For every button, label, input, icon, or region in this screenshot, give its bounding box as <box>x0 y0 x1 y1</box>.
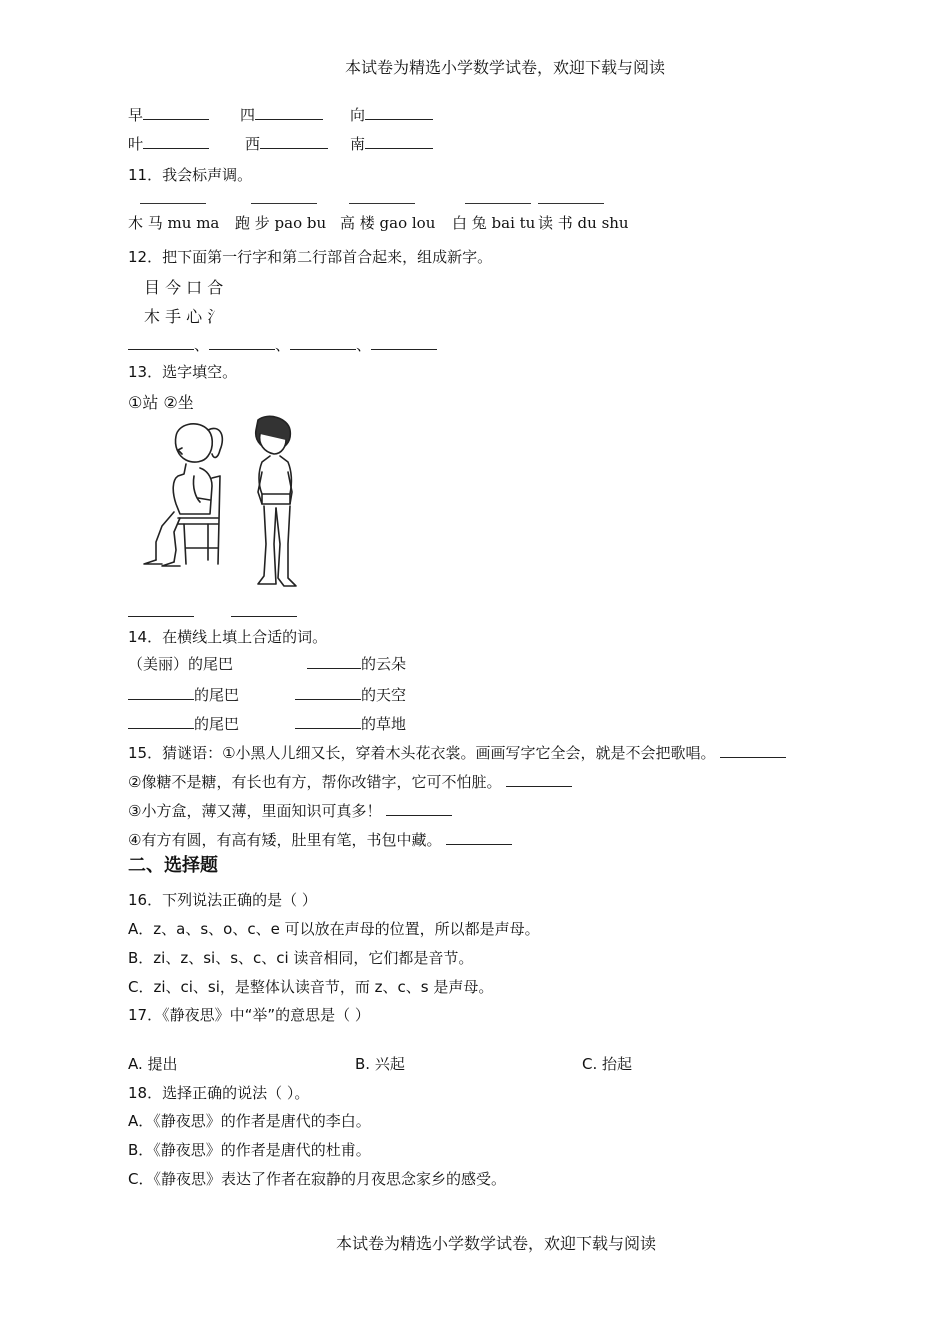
q17-option-a: A. 提出 <box>128 1055 178 1073</box>
q17-title: 17．《静夜思》中“举”的意思是（ ） <box>128 1006 370 1024</box>
page-header: 本试卷为精选小学数学试卷，欢迎下载与阅读 <box>345 58 666 77</box>
q16-option-b: B．zi、z、si、s、c、ci 读音相同，它们都是音节。 <box>128 949 474 967</box>
q10-row2-item3: 南 <box>350 133 433 154</box>
q14-r2b: 的天空 <box>295 684 406 705</box>
q17-option-c: C. 抬起 <box>582 1055 633 1073</box>
q11-word: 高 楼 gao lou <box>340 214 436 232</box>
q11-answer-line <box>349 203 415 204</box>
q12-row2: 木 手 心 氵 <box>144 307 224 326</box>
q11-word: 跑 步 pao bu <box>235 214 327 232</box>
q14-r2a: 的尾巴 <box>128 684 239 705</box>
q14-title: 14．在横线上填上合适的词。 <box>128 628 328 646</box>
q18-option-b: B．《静夜思》的作者是唐代的杜甫。 <box>128 1141 371 1159</box>
q10-row1-item1: 早 <box>128 104 209 125</box>
q12-title: 12．把下面第一行字和第二行部首合起来，组成新字。 <box>128 248 493 266</box>
q14-r1a: （美丽）的尾巴 <box>128 655 234 673</box>
q10-row2-item2: 西 <box>245 133 328 154</box>
q14-r3a: 的尾巴 <box>128 713 239 734</box>
sit-stand-illustration <box>134 414 309 592</box>
q11-title: 11．我会标声调。 <box>128 166 253 184</box>
q11-word: 白 兔 bai tu <box>452 214 536 232</box>
q15-line3: ③小方盒，薄又薄，里面知识可真多！ <box>128 800 452 821</box>
q13-title: 13．选字填空。 <box>128 363 238 381</box>
q16-title: 16．下列说法正确的是（ ） <box>128 891 317 909</box>
q11-answer-line <box>140 203 206 204</box>
q14-r1b: 的云朵 <box>307 653 406 674</box>
q15-line4: ④有方有圆，有高有矮，肚里有笔，书包中藏。 <box>128 829 512 850</box>
q18-option-c: C．《静夜思》表达了作者在寂静的月夜思念家乡的感受。 <box>128 1170 506 1188</box>
q10-row1-item3: 向 <box>350 104 433 125</box>
q11-answer-line <box>465 203 531 204</box>
q11-word: 读 书 du shu <box>538 214 629 232</box>
q10-row1-item2: 四 <box>240 104 323 125</box>
q11-answer-line <box>538 203 604 204</box>
q16-option-a: A．z、a、s、o、c、e 可以放在声母的位置，所以都是声母。 <box>128 920 540 938</box>
section-title: 二、选择题 <box>128 855 218 876</box>
q18-title: 18．选择正确的说法（ ）。 <box>128 1084 310 1102</box>
q10-row2-item1: 叶 <box>128 133 209 154</box>
page-footer: 本试卷为精选小学数学试卷，欢迎下载与阅读 <box>336 1234 657 1253</box>
q12-answers: 、 、 、 <box>128 334 437 355</box>
q13-answer-blank-2 <box>231 602 297 621</box>
q18-option-a: A．《静夜思》的作者是唐代的李白。 <box>128 1112 371 1130</box>
q13-answer-blank-1 <box>128 602 194 621</box>
q15-line2: ②像糖不是糖，有长也有方，帮你改错字，它可不怕脏。 <box>128 771 572 792</box>
q11-answer-line <box>251 203 317 204</box>
q12-row1: 目 今 口 合 <box>144 278 224 297</box>
q14-r3b: 的草地 <box>295 713 406 734</box>
q17-option-b: B. 兴起 <box>355 1055 405 1073</box>
q16-option-c: C．zi、ci、si，是整体认读音节，而 z、c、s 是声母。 <box>128 978 494 996</box>
q11-word: 木 马 mu ma <box>128 214 220 232</box>
q13-options: ①站 ②坐 <box>128 393 194 412</box>
q15-line1: 15．猜谜语：①小黑人儿细又长，穿着木头花衣裳。画画写字它全会，就是不会把歌唱。 <box>128 742 786 763</box>
